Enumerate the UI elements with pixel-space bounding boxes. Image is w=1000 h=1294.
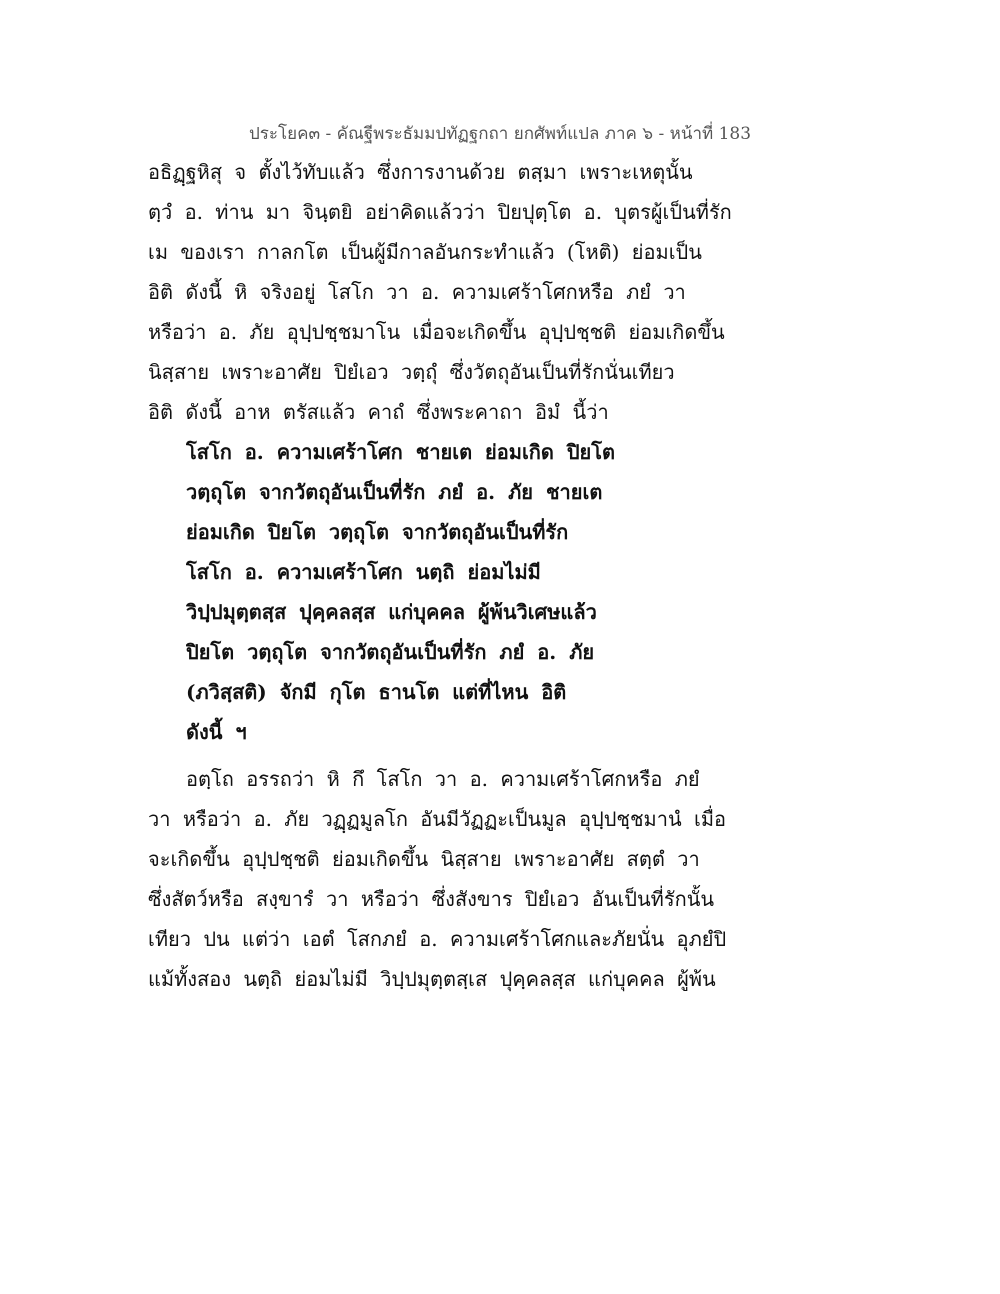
verse-line: วิปฺปมุตฺตสฺส ปุคฺคลสฺส แก่บุคคล ผู้พ้นวิเศษแล้ว [186,600,597,624]
verse-line: ย่อมเกิด ปิยโต วตฺถุโต จากวัตถุอันเป็นที่รัก [186,520,569,544]
text-line: หรือว่า อ. ภัย อุปฺปชฺชมาโน เมื่อจะเกิดขึ้น อุปฺปชฺชติ ย่อมเกิดขึ้น [148,320,725,344]
page-header: ประโยค๓ - คัณฐีพระธัมมปทัฏฐกถา ยกศัพท์แปล ภาค ๖ - หน้าที่ 183 [248,124,752,144]
text-line: เทียว ปน แต่ว่า เอตํ โสกภยํ อ. ความเศร้าโศกและภัยนั่น อุภยํปิ [148,927,727,951]
text-line: อิติ ดังนี้ อาห ตรัสแล้ว คาถํ ซึ่งพระคาถา อิมํ นี้ว่า [148,400,609,424]
verse-block [186,432,746,752]
verse-line: ปิยโต วตฺถุโต จากวัตถุอันเป็นที่รัก ภยํ อ. ภัย [186,640,595,664]
text-line: ตฺวํ อ. ท่าน มา จินฺตยิ อย่าคิดแล้วว่า ปิยปุตฺโต อ. บุตรผู้เป็นที่รัก [148,200,732,224]
verse-line: ดังนี้ ฯ [186,720,247,744]
text-line: เม ของเรา กาลกโต เป็นผู้มีกาลอันกระทำแล้ว (โหติ) ย่อมเป็น [148,240,702,264]
text-line: อธิฏฺฐหิสุ จ ตั้งไว้ทับแล้ว ซึ่งการงานด้วย ตสฺมา เพราะเหตุนั้น [148,160,693,184]
verse-line: โสโก อ. ความเศร้าโศก นตฺถิ ย่อมไม่มี [186,560,541,584]
verse-line: วตฺถุโต จากวัตถุอันเป็นที่รัก ภยํ อ. ภัย ชายเต [186,480,603,504]
text-line: ซึ่งสัตว์หรือ สงฺขารํ วา หรือว่า ซึ่งสังขาร ปิยํเอว อันเป็นที่รักนั้น [148,887,715,911]
text-line: อิติ ดังนี้ หิ จริงอยู่ โสโก วา อ. ความเศร้าโศกหรือ ภยํ วา [148,280,686,304]
verse-line: โสโก อ. ความเศร้าโศก ชายเต ย่อมเกิด ปิยโต [186,440,616,464]
text-line: แม้ทั้งสอง นตฺถิ ย่อมไม่มี วิปฺปมุตฺตสฺเส ปุคฺคลสฺส แก่บุคคล ผู้พ้น [148,967,716,991]
commentary-paragraph [148,759,748,999]
text-line: จะเกิดขึ้น อุปฺปชฺชติ ย่อมเกิดขึ้น นิสฺสาย เพราะอาศัย สตฺตํ วา [148,847,700,871]
verse-line: (ภวิสฺสติ) จักมี กุโต ธานโต แต่ที่ไหน อิติ [186,680,567,704]
text-line: อตฺโถ อรรถว่า หิ กึ โสโก วา อ. ความเศร้าโศกหรือ ภยํ [186,767,700,791]
intro-paragraph [148,152,748,432]
text-line: นิสฺสาย เพราะอาศัย ปิยํเอว วตฺถุํ ซึ่งวัตถุอันเป็นที่รักนั่นเทียว [148,360,675,384]
text-line: วา หรือว่า อ. ภัย วฏฺฏมูลโก อันมีวัฏฏะเป็นมูล อุปฺปชฺชมานํ เมื่อ [148,807,727,831]
